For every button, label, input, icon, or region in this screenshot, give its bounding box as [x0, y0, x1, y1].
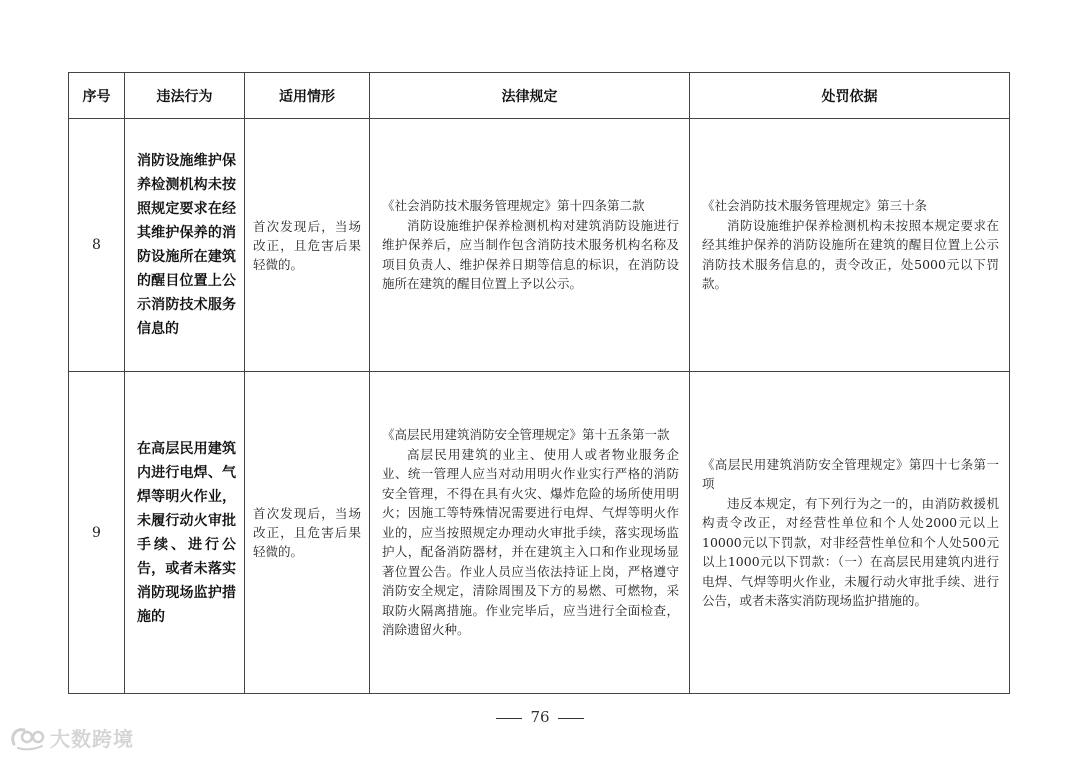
situation-cell: 首次发现后，当场改正，且危害后果轻微的。 [245, 119, 370, 372]
table-row [69, 119, 1010, 372]
header-no: 序号 [69, 73, 125, 119]
watermark-logo-icon [8, 722, 48, 752]
page-number [0, 708, 1080, 726]
violation-cell: 消防设施维护保养检测机构未按照规定要求在经其维护保养的消防设施所在建筑的醒目位置上公示消防技术服务信息的 [125, 119, 245, 372]
penalty-cell [690, 119, 1010, 372]
penalty-cell [690, 372, 1010, 694]
law-cell [370, 372, 690, 694]
header-penalty: 处罚依据 [690, 73, 1010, 119]
header-violation: 违法行为 [125, 73, 245, 119]
penalty-title: 《社会消防技术服务管理规定》第三十条 [702, 198, 928, 214]
header-situation: 适用情形 [245, 73, 370, 119]
regulation-table [68, 72, 1010, 694]
penalty-body: 违反本规定，有下列行为之一的，由消防救援机构责令改正，对经营性单位和个人处2000元以上10000元以下罚款，对非经营性单位和个人处500元以上1000元以下罚款：（一）在高层民用建筑内进行电焊、气焊等明火作业，未履行动火审批手续、进行公告，或者未落实消防现场监护措施的。 [702, 495, 999, 608]
law-body: 消防设施维护保养检测机构对建筑消防设施进行维护保养后，应当制作包含消防技术服务机构名称及项目负责人、维护保养日期等信息的标识，在消防设施所在建筑的醒目位置上予以公示。 [382, 217, 679, 292]
table-header-row [69, 73, 1010, 119]
page-number-left-dash [496, 718, 522, 719]
watermark [8, 722, 134, 752]
violation-cell: 在高层民用建筑内进行电焊、气焊等明火作业，未履行动火审批手续、进行公告，或者未落实消防现场监护措施的 [125, 372, 245, 694]
row-number: 8 [69, 119, 125, 372]
law-cell [370, 119, 690, 372]
page-number-value: 76 [530, 708, 550, 726]
law-title: 《高层民用建筑消防安全管理规定》第十五条第一款 [382, 427, 670, 443]
header-law: 法律规定 [370, 73, 690, 119]
watermark-text: 大数跨境 [50, 726, 134, 751]
penalty-title: 《高层民用建筑消防安全管理规定》第四十七条第一项 [702, 456, 999, 491]
law-title: 《社会消防技术服务管理规定》第十四条第二款 [382, 198, 645, 214]
situation-cell: 首次发现后，当场改正，且危害后果轻微的。 [245, 372, 370, 694]
page-number-right-dash [558, 718, 584, 719]
penalty-body: 消防设施维护保养检测机构未按照本规定要求在经其维护保养的消防设施所在建筑的醒目位置上公示消防技术服务信息的，责令改正，处5000元以下罚款。 [702, 217, 999, 292]
law-body: 高层民用建筑的业主、使用人或者物业服务企业、统一管理人应当对动用明火作业实行严格的消防安全管理，不得在具有火灾、爆炸危险的场所使用明火；因施工等特殊情况需要进行电焊、气焊等明火作业的，应当按照规定办理动火审批手续，落实现场监护人，配备消防器材，并在建筑主入口和作业现场显著位置公告。作业人员应当依法持证上岗，严格遵守消防安全规定，清除周围及下方的易燃、可燃物，采取防火隔离措施。作业完毕后，应当进行全面检查，消除遗留火种。 [382, 446, 679, 638]
row-number: 9 [69, 372, 125, 694]
table-row [69, 372, 1010, 694]
